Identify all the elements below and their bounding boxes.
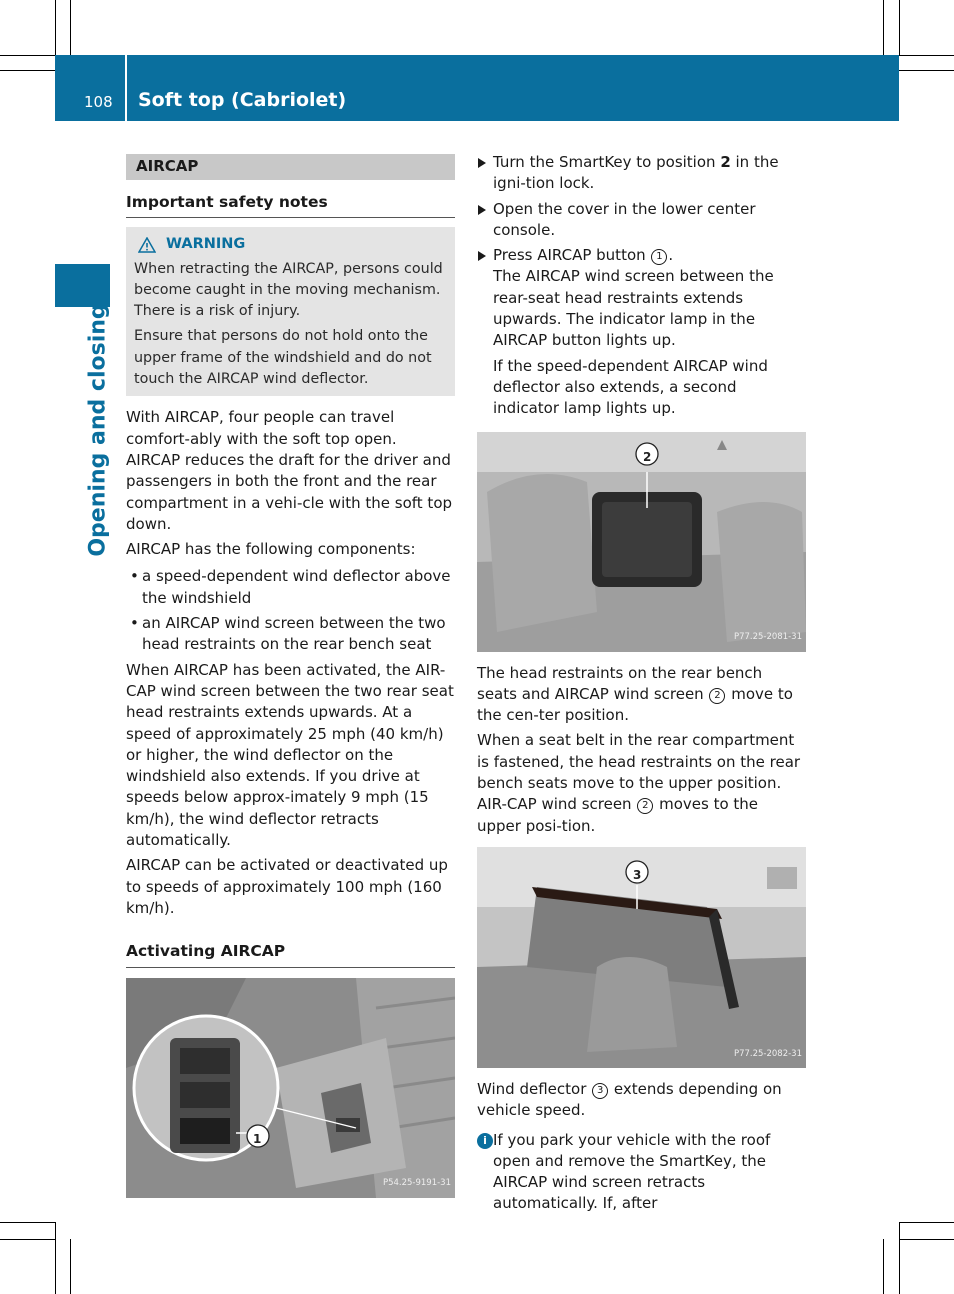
info-note xyxy=(477,1130,806,1215)
crop-mark xyxy=(883,0,884,55)
warning-header xyxy=(134,234,447,255)
callout-number-icon: 1 xyxy=(651,249,667,265)
step-text: Press AIRCAP button xyxy=(493,246,651,265)
figure-console-button xyxy=(126,978,455,1198)
figure-code: P77.25-2082-31 xyxy=(733,1048,802,1059)
subheading-safety: Important safety notes xyxy=(126,192,455,218)
list-item xyxy=(126,566,455,609)
callout-number-icon: 2 xyxy=(637,798,653,814)
figure-code: P77.25-2081-31 xyxy=(733,632,802,643)
step-text: Turn the SmartKey to position xyxy=(493,153,721,171)
list-item-text: a speed-dependent wind deflector above the windshield xyxy=(142,567,451,607)
body-text: move to the cen-ter position. xyxy=(477,684,793,725)
figure-wind-deflector xyxy=(477,847,806,1068)
step-text: Open the cover in the lower center console. xyxy=(493,199,756,239)
header-divider xyxy=(125,55,127,121)
instruction-step xyxy=(477,152,806,195)
section-heading: AIRCAP xyxy=(126,154,455,180)
callout-number-icon: 2 xyxy=(709,688,725,704)
body-text: The head restraints on the rear bench seats and AIRCAP wind screen xyxy=(477,663,763,703)
step-text: . xyxy=(668,246,674,265)
list-item-text: an AIRCAP wind screen between the two head restraints on the rear bench seat xyxy=(142,614,446,654)
crop-mark xyxy=(899,1222,900,1294)
body-paragraph xyxy=(477,1079,806,1122)
warning-text: Ensure that persons do not hold onto the upper frame of the windshield and do not touch the AIRCAP wind deflector. xyxy=(134,328,432,388)
crop-mark xyxy=(899,0,900,55)
body-paragraph xyxy=(477,663,806,727)
page-number: 108 xyxy=(84,93,113,111)
body-paragraph: With AIRCAP, four people can travel comfort-ably with the soft top open. AIRCAP reduces the draft for the driver and passengers in both the front and the rear compartment in a vehi-cle with the soft top down. xyxy=(126,408,453,533)
subheading-activating: Activating AIRCAP xyxy=(126,941,455,967)
crop-mark xyxy=(70,1239,71,1294)
instruction-step xyxy=(477,199,806,242)
console-illustration xyxy=(126,978,455,1198)
body-paragraph xyxy=(477,730,806,836)
body-text: extends depending on vehicle speed. xyxy=(477,1079,782,1120)
step-detail: If the speed-dependent AIRCAP wind deflector also extends, a second indicator lamp lights up. xyxy=(493,356,768,418)
rear-seat-illustration xyxy=(477,432,806,652)
page-header-bar xyxy=(55,55,899,121)
crop-mark xyxy=(70,0,71,55)
figure-callout-number: 2 xyxy=(643,449,652,464)
step-detail: The AIRCAP wind screen between the rear-seat head restraints extends upwards. The indicator lamp in the AIRCAP button lights up. xyxy=(493,267,774,350)
figure-callout-number: 1 xyxy=(253,1131,262,1146)
page-title: Soft top (Cabriolet) xyxy=(138,89,347,111)
step-arrow-icon xyxy=(478,251,486,261)
info-text: If you park your vehicle with the roof open and remove the SmartKey, the AIRCAP wind screen retracts automatically. If, after xyxy=(493,1130,771,1213)
body-text: Wind deflector xyxy=(477,1079,592,1098)
body-paragraph: AIRCAP has the following components: xyxy=(126,540,416,559)
instruction-step xyxy=(477,245,806,419)
right-column xyxy=(477,152,806,1215)
crop-mark xyxy=(0,70,55,71)
callout-number-icon: 3 xyxy=(592,1083,608,1099)
warning-title: WARNING xyxy=(166,236,246,253)
step-arrow-icon xyxy=(478,158,486,168)
crop-mark xyxy=(55,0,56,55)
list-item xyxy=(126,613,455,656)
figure-rear-wind-screen xyxy=(477,432,806,652)
left-column xyxy=(126,154,455,1198)
warning-text: When retracting the AIRCAP, persons could become caught in the moving mechanism. There is a risk of injury. xyxy=(134,260,443,320)
figure-code: P54.25-9191-31 xyxy=(382,1178,451,1189)
warning-triangle-icon xyxy=(138,237,156,253)
position-number: 2 xyxy=(720,153,731,171)
step-arrow-icon xyxy=(478,205,486,215)
crop-mark xyxy=(899,1222,954,1223)
crop-mark xyxy=(55,1222,56,1294)
crop-mark xyxy=(899,55,954,56)
body-text: When a seat belt in the rear compartment is fastened, the head restraints on the rear bench seats move to the upper position. AIR-CAP wind screen xyxy=(477,731,801,814)
chapter-tab xyxy=(55,264,110,307)
crop-mark xyxy=(899,70,954,71)
info-icon: i xyxy=(477,1133,493,1149)
body-paragraph: When AIRCAP has been activated, the AIR-CAP wind screen between the two rear seat head restraints extends upwards. At a speed of approximately 25 mph (40 km/h) or higher, the wind deflector on the windshield also extends. If you drive at speeds below approx-imately 9 mph (15 km/h), the wind deflector retracts automatically. xyxy=(126,660,454,850)
cabin-illustration xyxy=(477,847,806,1068)
bullet-icon: • xyxy=(130,614,139,633)
figure-callout-number: 3 xyxy=(633,867,642,882)
crop-mark xyxy=(0,1222,55,1223)
step-text: in the igni-tion lock. xyxy=(493,153,779,193)
chapter-label: Opening and closing xyxy=(85,303,111,557)
body-text: moves to the upper posi-tion. xyxy=(477,795,759,835)
warning-box xyxy=(126,227,455,396)
crop-mark xyxy=(0,1239,55,1240)
crop-mark xyxy=(899,1239,954,1240)
body-paragraph: AIRCAP can be activated or deactivated up to speeds of approximately 100 mph (160 km/h). xyxy=(126,856,448,917)
bullet-icon: • xyxy=(130,567,139,586)
crop-mark xyxy=(0,55,55,56)
crop-mark xyxy=(883,1239,884,1294)
